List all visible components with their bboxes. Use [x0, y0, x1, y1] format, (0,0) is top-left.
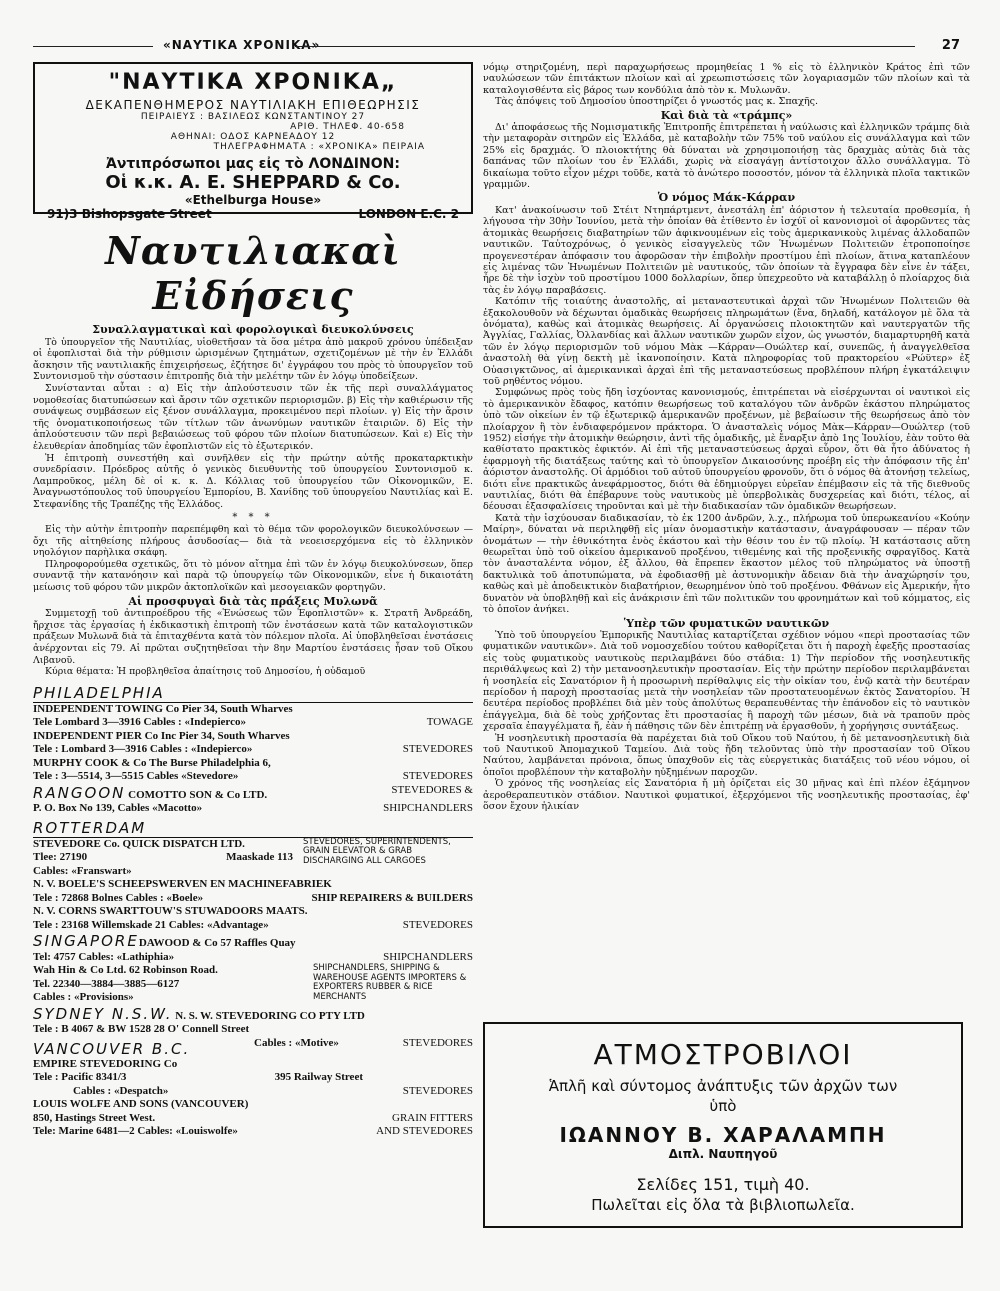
directory-entry-row — [33, 892, 473, 906]
directory-entry-name: MURPHY COOK & Co The Burse Philadelphia 6, — [33, 756, 271, 769]
directory-entry-cables: Cables : «Motive» — [254, 1036, 339, 1049]
article-heading-tramps: Καὶ διὰ τὰ «τράμπς» — [660, 108, 793, 122]
directory-entry-trade: STEVEDORES — [402, 743, 473, 756]
directory-entry-row — [33, 1125, 473, 1139]
masthead-box — [33, 62, 473, 221]
article-paragraph: Ἡ ἐπιτροπὴ συνεστήθη καὶ συνῆλθεν εἰς τὴν πρώτην αὐτῆς προκαταρκτικὴν συνεδρίασιν. Πρόεδρος αὐτῆς ὁ γενικὸς διευθυντὴς τοῦ ὑπουργείου Συντονισμοῦ κ. Λαμπροῦκος, μέλη δὲ οἱ κ. κ. Δ. Κόλλιας τοῦ ὑπουργείου τῶν Οἰκονομικῶν, Ε. Ἀναγνωστόπουλος τοῦ ὑπουργείου Ἐμπορίου, Β. Χανίδης τοῦ ὑπουργείου Ναυτιλίας καὶ Ε. Στεφανίδης τῆς Τραπέζης τῆς Ἑλλάδος. — [33, 452, 473, 510]
directory-entry-tele: Tele : Pacific 8341/3 — [33, 1071, 127, 1084]
directory-city-sydney: SYDNEY N.S.W. — [33, 1004, 173, 1023]
ad-pages-price: Σελίδες 151, τιμὴ 40. — [636, 1175, 810, 1194]
running-head — [33, 38, 968, 56]
directory-entry-trade: TOWAGE — [426, 716, 473, 729]
article-heading-tuberculous: Ὑπὲρ τῶν φυματικῶν ναυτικῶν — [623, 616, 830, 630]
directory-entry-trade: STEVEDORES — [402, 918, 473, 931]
article-paragraph: νόμῳ στηριζομένη, περὶ παραχωρήσεως προμηθείας 1 % εἰς τὸ ἑλληνικὸν Κράτος ἐπὶ τῶν ναυλώσεων τῶν ἐπιτάκτων πλοίων καὶ αἱ χρεωπιστώσεις τῶν λογαριασμῶν τῶν πλοίων καὶ τὰ καταλογισθέντα εἰς βάρος των κονδύλια ἀπὸ τὸν κ. Μυλωνᾶν. — [483, 62, 970, 96]
directory-city-vancouver: VANCOUVER B.C. — [33, 1039, 191, 1058]
directory-entry-address: 850, Hastings Street West. — [33, 1111, 156, 1124]
directory-entry-trade: STEVEDORES — [402, 1036, 473, 1049]
article-paragraph: Συμμετοχῇ τοῦ ἀντιπροέδρου τῆς «Ἑνώσεως τῶν Ἐφοπλιστῶν» κ. Στρατῆ Ἀνδρεάδη, ἤρχισε τὰς ἐργασίας ἡ ἐκδικαστικὴ ἐπιτροπὴ τῶν ἐνστάσεων κατὰ τῶν καταλογιστικῶν πράξεων Μυλωνᾶ διὰ τὰ ἐπιταχθέντα κατὰ τὸν πόλεμον πλοῖα. Αἱ ὑποβληθεῖσαι ἐνστάσεις ἀνέρχονται εἰς 79. Αἱ πρῶται συζητηθεῖσαι τὴν 8ην Μαρτίου ἐνστάσεις ἦσαν τοῦ Οἴκου Λιβανοῦ. — [33, 608, 473, 666]
ad-description: Ἁπλῆ καὶ σύντομος ἀνάπτυξις τῶν ἀρχῶν των — [548, 1077, 898, 1095]
directory-entry-name: INDEPENDENT PIER Co Inc Pier 34, South Wharves — [33, 729, 290, 742]
directory-entry-tele: Tele : 72868 Bolnes Cables : «Boele» — [33, 891, 204, 904]
masthead-street-line — [41, 207, 465, 221]
directory-entry-tele: Tele: Marine 6481—2 Cables: «Louiswolfe» — [33, 1125, 238, 1138]
directory-entry-name: EMPIRE STEVEDORING Co — [33, 1057, 178, 1070]
directory-entry-address: Maaskade 113 — [226, 851, 293, 864]
directory-entry-row — [33, 716, 473, 730]
directory-entry-row — [33, 1037, 473, 1058]
directory-entry-row — [33, 951, 473, 965]
article-paragraph: Δι' ἀποφάσεως τῆς Νομισματικῆς Ἐπιτροπῆς ἐπιτρέπεται ἡ ναύλωσις καὶ ἑλληνικῶν τράμπς διὰ τὴν μεταφορὰν σιτηρῶν εἰς Ἑλλάδα, μὲ καταβολὴν τῶν 75% τοῦ ναύλου εἰς συνάλλαγμα καὶ τῶν 25% εἰς δραχμάς. Ὁ πλοιοκτήτης θὰ δύναται νὰ χρησιμοποιήσῃ τὰς δραχμὰς αὐτὰς διὰ τὰς δαπάνας τῶν πλοίων του ἐν Ἑλλάδι, χωρὶς νὰ εἰσαγάγῃ ἀντίστοιχον ἄλλο συνάλλαγμα. Τὸ δικαίωμα τοῦτο εἶχον μέχρι τοῦδε, κατὰ τὸ ἀνώτερο ποσοστόν, μόνον τὰ ἑλληνικὰ πλοῖα τακτικῶν γραμμῶν. — [483, 122, 970, 191]
running-head-rule-right — [295, 46, 915, 47]
directory-entry-trade: STEVEDORES & — [391, 783, 473, 796]
right-column — [483, 62, 970, 812]
article-paragraph: Συνίστανται αὗται : α) Εἰς τὴν ἀπλούστευσιν τῶν ἐκ τῆς περὶ συναλλάγματος νομοθεσίας διατυπώσεων καὶ ἄρσιν τῶν σχετικῶν περιορισμῶν. β) Εἰς τὴν καθιέρωσιν τῆς συνάψεως συμβάσεων εἰς ξένον συνάλλαγμα, προκειμένου περὶ πλοίων. γ) Εἰς τὴν ἄρσιν τῆς ὀνοματικοποιήσεως τῶν τίτλων τῶν ἀνωνύμων ναυτικῶν ἑταιριῶν. δ) Εἰς τὴν ἁπλούστευσιν τῶν περὶ βεβαιώσεως τοῦ φόρου τῶν πλοίων διατυπώσεων. Καὶ ε) Εἰς τὴν ἐλευθερίαν ἀποδημίας τῶν ἐφοπλιστῶν εἰς τὸ ἐξωτερικόν. — [33, 382, 473, 452]
masthead-phone: ΑΡΙΘ. ΤΗΛΕΦ. 40-658 — [290, 122, 405, 132]
directory-entry-trade: SHIP REPAIRERS & BUILDERS — [311, 891, 473, 904]
directory-entry-tele: Tel: 4757 Cables: «Lathiphia» — [33, 950, 175, 963]
directory-entry-name: DAWOOD & Co 57 Raffles Quay — [138, 937, 296, 950]
left-column — [33, 62, 473, 1139]
directory-entry-name: INDEPENDENT TOWING Co Pier 34, South Wharves — [33, 702, 293, 715]
article-heading-mylonas: Αἱ προσφυγαὶ διὰ τὰς πράξεις Μυλωνᾶ — [128, 594, 378, 608]
directory-entry-tele: Tel. 22340—3884—3885—6127 — [33, 977, 180, 990]
directory-entry-tele: Tele : 23168 Willemskade 21 Cables: «Advantage» — [33, 918, 269, 931]
directory-entry-row — [33, 802, 473, 816]
article-paragraph: Εἰς τὴν αὐτὴν ἐπιτροπὴν παρεπέμφθη καὶ τὸ θέμα τῶν φορολογικῶν διευκολύνσεων — ὄχι τῆς αἰτηθείσης πλήρους ἀσυδοσίας— διὰ τὰ νεοεισερχόμενα εἰς τὸ ἑλληνικὸν νηολόγιον παρὴλικα σκάφη. — [33, 524, 473, 559]
masthead-firm: Οἱ κ.κ. A. E. SHEPPARD & Co. — [105, 172, 401, 193]
masthead-city: LONDON E.C. 2 — [358, 207, 459, 221]
article-paragraph: Ὑπὸ τοῦ ὑπουργείου Ἐμπορικῆς Ναυτιλίας καταρτίζεται σχέδιον νόμου «περὶ προστασίας τῶν φυματικῶν ναυτικῶν». Διὰ τοῦ νομοσχεδίου τούτου καθορίζεται ὅτι ἡ παροχὴ ἐφεξῆς προστασίας εἰς τοὺς φυματικοὺς ναυτικοὺς περιλαμβάνει δύο στάδια: 1) Τὴν περίοδον τῆς νοσηλευτικῆς περιθάλψεως καὶ 2) τὴν μετανοσηλευτικὴν προστασίαν. Εἰς τὴν πρώτην περίοδον περιλαμβάνεται ἡ νοσηλεία εἰς Σανατόριον ἢ ἡ προσωρινὴ περίθαλψις εἰς τὴν οἰκίαν του, ἐνῷ κατὰ τὴν δευτέραν περίοδον ἡ παροχὴ προστασίας μετὰ τὴν νοσηλείαν τῶν προστατευομένων ἐκτὸς Σανατορίου. Ἡ δευτέρα περίοδος προβλέπει διὰ μὲν τοὺς ἀπολύτως θεραπευθέντας τὴν ἐπάνοδον εἰς τὸ ναυτικὸν ἐπάγγελμα, διὰ δὲ τοὺς χρήζοντας ἔτι προστασίας ἢ παροχὴ τῶν μέσων, διὰ νὰ τραποῦν πρὸς χερσαῖα ἐπαγγέλματα ἤ, ἐὰν ἡ πάθησις τῶν δὲν ἐπιτρέπῃ νὰ ἐργασθοῦν, ἡ χορήγησις συντάξεως. — [483, 629, 970, 733]
ad-sold: Πωλεῖται εἰς ὅλα τὰ βιβλιοπωλεῖα. — [591, 1196, 855, 1214]
directory-entry-row — [33, 784, 473, 803]
directory-entry-tele: Tlee: 27190 — [33, 851, 88, 864]
ad-by: ὑπὸ — [709, 1097, 737, 1115]
directory-entry-tele: Tele : B 4067 & BW 1528 28 O' Connell Street — [33, 1023, 250, 1036]
masthead-representatives: Ἀντιπρόσωποι μας εἰς τὸ ΛΟΝΔΙΝΟΝ: — [106, 156, 400, 172]
ad-title: ΑΤΜΟΣΤΡΟΒΙΛΟΙ — [593, 1038, 853, 1071]
article-paragraph: Κατόπιν τῆς τοιαύτης ἀναστολῆς, αἱ μεταναστευτικαὶ ἀρχαὶ τῶν Ἡνωμένων Πολιτειῶν θὰ ἐξακολουθοῦν νὰ δέχωνται ὁμαδικὰς θεωρήσεις πληρωμάτων (ἕνα, δηλαδή, κατάλογον μὲ ὅλα τὰ ὀνόματα), καθὼς καὶ ἀτομικὰς θεωρήσεις. Αἱ ὀργανώσεις πλοιοκτητῶν καὶ ναυτεργατῶν τῆς Ἀγγλίας, Γαλλίας, Ὀλλανδίας καὶ ἄλλων ναυτικῶν χωρῶν εἶχον, ὡς γνωστόν, διαμαρτυρηθῆ κατὰ τῶν ἐν λόγῳ περιορισμῶν τοῦ νόμου Μὰκ —Κάρραν—Ουώλτερ καί, συνεπῶς, ἡ ἀναγγελθεῖσα ἀναστολὴ θὰ γίνῃ δεκτὴ μὲ ἱκανοποίησιν. Κατὰ πληροφορίας τοῦ πρακτορείου «Ρώϋτερ» ἐξ Οὐασιγκτῶνος, αἱ ἀμερικανικαὶ ἀρχαὶ ἐπὶ τῆς μεταναστεύσεως προβλέπουν πλήρη ἐγκατάλειψιν τοῦ ρηθέντος νόμου. — [483, 296, 970, 387]
directory-entry-cables: Cables: «Franswart» — [33, 864, 132, 877]
directory-entry-name: N. S. W. STEVEDORING CO PTY LTD — [175, 1009, 365, 1022]
directory-entry-row — [33, 1071, 473, 1085]
masthead-name: "ΝΑΥΤΙΚΑ ΧΡΟΝΙΚΑ„ — [108, 70, 398, 95]
masthead-telegraph: ΤΗΛΕΓΡΑΦΗΜΑΤΑ : «ΧΡΟΝΙΚΑ» ΠΕΙΡΑΙΑ — [213, 142, 425, 152]
article-heading-mccarran: Ὁ νόμος Μάκ-Κάρραν — [657, 191, 796, 205]
running-head-title: «ΝΑΥΤΙΚΑ ΧΡΟΝΙΚΑ» — [163, 38, 321, 52]
article-paragraph: Ὁ χρόνος τῆς νοσηλείας εἰς Σανατόρια ἤ μὴ ὁρίζεται εἰς 30 μῆνας καὶ ἐπὶ πλέον ἑξάμηνον ἀεροθεραπευτικὸν στάδιον. Ναυτικοὶ φυματικοί, ἐξερχόμενοι τῆς νοσηλευτικῆς προστασίας, ἐφ' ὅσον ἔχουν ἡλικίαν — [483, 778, 970, 812]
left-article — [33, 324, 473, 678]
directory-entry-trade: AND STEVEDORES — [376, 1125, 473, 1138]
directory-entry-address: 395 Railway Street — [274, 1071, 363, 1084]
directory-entry-trade: SHIPCHANDLERS — [383, 950, 473, 963]
article-paragraph: Κύρια θέματα: Ἡ προβληθεῖσα ἀπαίτησις τοῦ Δημοσίου, ἡ οὐδαμοῦ — [45, 666, 366, 678]
directory-entry-trade: STEVEDORES — [402, 770, 473, 783]
directory-entry-row — [33, 838, 473, 879]
directory-entry-trade: STEVEDORES, SUPERINTENDENTS, GRAIN ELEVATOR & GRAB DISCHARGING ALL CARGOES — [303, 836, 451, 866]
article-paragraph: Συμφώνως πρὸς τοὺς ἤδη ἰσχύοντας κανονισμούς, ἐπιτρέπεται νὰ εἰσέρχωνται οἱ ναυτικοὶ εἰς τὸ ἀμερικανικὸν ἔδαφος, κατόπιν θεωρήσεως τοῦ καταλόγου τῶν ἀνδρῶν ἑκάστου πληρώματος ὑπὸ τῶν οἰκείων ἐν τῷ ἐξωτερικῷ ἀμερικανῶν προξένων, μὲ βεβαίωσιν τῆς θεωρήσεως ἀπὸ τὸν πλοίαρχον ἢ τὸν ἐνδιαφερόμενον πράκτορα. Ὁ ἀνασταλεὶς νόμος Μὰκ—Κάρραν—Ουώλτερ (τοῦ 1952) εἰσήγε τὴν ἀτομικὴν θεώρησιν, ἀντὶ τῆς ὁμαδικῆς, μὲ ἔναρξιν ἀπὸ 1ης Ἰουλίου, ἐὰν τοῦτο θὰ καθίστατο πρακτικὸς ἐφικτόν. Αἱ ἐπὶ τῆς μεταναστεύσεως ἀρχαὶ εὗρον, ὅτι θὰ ἦτο ἀδύνατος ἡ ἐφαρμογὴ τῆς διατάξεως ταύτης καὶ τὸ ὑπουργεῖον Δικαιοσύνης προέβη εἰς τὴν ἀπόφασιν τῆς ἐπ' ἀόριστον ἀναστολῆς. Οἱ ἁρμόδιοι τοῦ αὐτοῦ ὑπουργείου φρονοῦν, ὅτι ὁ νόμος θὰ ἀτονήσῃ τελείως, διότι εἶνε πρακτικῶς ἀνεφάρμοστος, διότι θὰ ἐδημιούργει εὐρεῖαν ἐπέμβασιν εἰς τὰ τῆς διεθνοῦς ναυτιλίας, διότι θὰ ἐπέβαρυνε τοὺς ναυτικοὺς μὲ ὑπερβολικὰς δυσχερείας καὶ διότι, τέλος, αἱ δέουσαι ἐξασφαλίσεις τηροῦνται καὶ μὲ τὴν διαδικασίαν τῶν ὁμαδικῶν θεωρήσεων. — [483, 387, 970, 513]
ad-author: ΙΩΑΝΝΟΥ Β. ΧΑΡΑΛΑΜΠΗ — [559, 1123, 887, 1147]
masthead-subtitle: ΔΕΚΑΠΕΝΘΗΜΕΡΟΣ ΝΑΥΤΙΛΙΑΚΗ ΕΠΙΘΕΩΡΗΣΙΣ — [85, 98, 421, 112]
article-paragraph: Τὸ ὑπουργεῖον τῆς Ναυτιλίας, υἱοθετῆσαν τὰ ὅσα μέτρα ἀπὸ μακροῦ χρόνου ὑπέδειξαν οἱ ἐφοπλισταὶ διὰ τὴν ρύθμισιν ὡρισμένων ζητημάτων, σχετιζομένων μὲ τὴν ἐν Ἑλλάδι ἄσκησιν τῆς ναυτιλιακῆς ἐπιχειρήσεως, ἐζήτησε δι' ἐγγράφου του πρὸς τὸ ὑπουργεῖον τοῦ Συντονισμοῦ τὴν σύστασιν ἐπιτροπῆς διὰ τὴν μελέτην τῶν ἐν λόγῳ ὑποδείξεων. — [33, 336, 473, 383]
directory-entry-name: N. V. BOELE'S SCHEEPSWERVEN EN MACHINEFABRIEK — [33, 878, 332, 891]
directory-entry-trade: GRAIN FITTERS — [392, 1111, 473, 1124]
directory-entry-row — [33, 770, 473, 784]
directory-entry-tele: Tele : 3—5514, 3—5515 Cables «Stevedore» — [33, 770, 239, 783]
directory-entry-tele: Tele Lombard 3—3916 Cables : «Indepierco» — [33, 716, 246, 729]
directory-entry-row — [33, 964, 473, 1005]
directory-entry-name: COMOTTO SON & Co LTD. — [128, 788, 268, 801]
article-paragraph: Πληροφορούμεθα σχετικῶς, ὅτι τὸ μόνον αἴτημα ἐπὶ τῶν ἐν λόγῳ διευκολύνσεων, ὅπερ συναντᾷ τὴν κατανόησιν καὶ παρὰ τῷ ὑπουργείῳ τῶν Οἰκονομικῶν, εἶνε ἡ δικαιοτάτη μείωσις τοῦ φόρου τῶν μικρῶν ἀκτοπλοϊκῶν καὶ μεσογειακῶν φορτηγῶν. — [33, 558, 473, 594]
directory-city-rotterdam: ROTTERDAM — [33, 819, 473, 838]
book-advertisement — [483, 1022, 963, 1228]
masthead-street: 91)3 Bishopsgate Street — [47, 207, 212, 221]
directory-entry-trade: STEVEDORES — [402, 1084, 473, 1097]
page-number: 27 — [941, 38, 960, 53]
directory-entry-trade: SHIPCHANDLERS, SHIPPING & WAREHOUSE AGENTS IMPORTERS & EXPORTERS RUBBER & RICE MERCHANTS — [313, 963, 467, 1002]
directory-entry-name: Wah Hin & Co Ltd. 62 Robinson Road. — [33, 964, 218, 977]
directory-entry-row — [33, 743, 473, 757]
section-title: Ναυτιλιακαὶ Εἰδήσεις — [105, 228, 401, 318]
shipping-directory — [33, 684, 473, 1139]
directory-entry-name: STEVEDORE Co. QUICK DISPATCH LTD. — [33, 837, 245, 850]
directory-entry-cables: Cables : «Provisions» — [33, 991, 134, 1004]
directory-entry-row — [33, 932, 473, 951]
article-paragraph: Κατὰ τὴν ἰσχύουσαν διαδικασίαν, τὸ ἐκ 1200 ἀνδρῶν, λ.χ., πλήρωμα τοῦ ὑπερωκεανίου «Κούην Μαίρη», δύναται νὰ περιληφθῇ εἰς μίαν ὀνομαστικὴν κατάστασιν, ἀναγράφουσαν — πέραν τῶν ὀνομάτων — τὴν ἐθνικότητα ἑνὸς ἑκάστου καὶ τὴν θέσιν του ἐν τῷ πλοίῳ. Ἡ κατάστασις αὕτη θεωρεῖται ὑπὸ τοῦ οἰκείου ἀμερικανοῦ προξένου, τιθεμένης καὶ τῆς προξενικῆς σφραγῖδος. Κατὰ τὸν ἀνασταλέντα νόμον, ἐξ ἄλλου, θὰ ἔπρεπεν ἕκαστον μέλος τοῦ πληρώματος νὰ ὑποστῇ δακτυλικὰ τοῦ ἀποτυπώματα, νὰ ἐφοδιασθῇ μὲ ἀστυνομικὴν ἄδειαν διὰ τὴν ἀναχώρησίν του, καθὼς καὶ μὲ ἀποδεικτικὸν διαβατήριον, θεωρημένον ὑπὸ τοῦ προξένου. Φθάνων εἰς Ἀμερικήν, ἦτο δυνατὸν νὰ ὑποβληθῇ καὶ εἰς ἀνάκρισιν ἐπὶ τῶν πολιτικῶν του φρονημάτων καὶ τοῦ κόμματος, εἰς τὸ ὁποῖον ἀνήκει. — [483, 512, 970, 616]
directory-entry-row — [33, 1112, 473, 1126]
directory-entry-cables: Cables : «Despatch» — [73, 1084, 169, 1097]
masthead-address-piraeus: ΠΕΙΡΑΙΕΥΣ : ΒΑΣΙΛΕΩΣ ΚΩΝΣΤΑΝΤΙΝΟΥ 27 — [140, 112, 366, 122]
directory-entry-tele: Tele : Lombard 3—3916 Cables : «Indepierco» — [33, 743, 253, 756]
article-heading-currency: Συναλλαγματικαὶ καὶ φορολογικαὶ διευκολύνσεις — [92, 323, 414, 336]
directory-entry-name: LOUIS WOLFE AND SONS (VANCOUVER) — [33, 1098, 249, 1111]
directory-city-philadelphia: PHILADELPHIA — [33, 684, 473, 703]
directory-city-rangoon: RANGOON — [33, 783, 126, 802]
directory-city-singapore: SINGAPORE — [33, 932, 139, 951]
directory-entry-box: P. O. Box No 139, Cables «Macotto» — [33, 802, 203, 815]
section-separator: * * * — [232, 511, 274, 523]
directory-entry-row — [33, 1005, 473, 1024]
directory-entry-trade: SHIPCHANDLERS — [383, 802, 473, 815]
article-paragraph: Τὰς ἀπόψεις τοῦ Δημοσίου ὑποστηρίζει ὁ γνωστός μας κ. Σπαχῆς. — [495, 96, 819, 108]
masthead-address-athens: ΑΘΗΝΑΙ: ΟΔΟΣ ΚΑΡΝΕΑΔΟΥ 12 — [170, 132, 336, 142]
running-head-rule-left — [33, 46, 153, 47]
masthead-house: «Ethelburga House» — [184, 193, 322, 207]
article-paragraph: Ἡ νοσηλευτικὴ προστασία θὰ παρέχεται διὰ τοῦ Οἴκου τοῦ Ναύτου, ἡ δὲ μετανοσηλευτικὴ διὰ τοῦ Ναυτικοῦ Ἀπομαχικοῦ Ταμείου. Διὰ τοὺς ἤδη τελοῦντας ὑπὸ τὴν προστασίαν τοῦ Οἴκου Ναύτου, λαμβάνεται πρόνοια, ὅπως ὑπαχθοῦν εἰς τὰς εὐεργετικὰς διατάξεις τοῦ νέου νόμου, οἱ ὁποῖοι προβλέπουν τὴν καταβολὴν ηὐξημένων παροχῶν. — [483, 732, 970, 778]
directory-entry-name: N. V. CORNS SWARTTOUW'S STUWADOORS MAATS. — [33, 905, 308, 918]
ad-degree: Διπλ. Ναυπηγοῦ — [668, 1147, 778, 1161]
directory-entry-row — [33, 919, 473, 933]
article-paragraph: Κατ' ἀνακοίνωσιν τοῦ Στέιτ Ντηπάρτμεντ, ἀνεστάλη ἐπ' ἀόριστον ἡ τελευταία προθεσμία, ἡ λήγουσα τὴν 30ὴν Ἰουνίου, μετὰ τὴν ὁποίαν θὰ ἐτίθεντο ἐν ἰσχύϊ οἱ κανονισμοὶ οἱ ἀφορῶντες τὰς ἀτομικὰς θεωρήσεις διαβατηρίων τῶν ἀφικνουμένων εἰς τοὺς ἀμερικανικοὺς λιμένας ἀλλοδαπῶν ναυτικῶν. Ταὐτοχρόνως, ὁ γενικὸς εἰσαγγελεὺς τῶν Ἡνωμένων Πολιτειῶν ἐτροποποίησε προγενεστέραν ἀπόφασιν του ἀφορῶσαν τὴν ἐπιβολὴν προστίμου ἐπὶ πλοίων, ἅτινα καταπλέουν εἰς λιμένας τῶν Ἡνωμένων Πολιτειῶν μὲ ναυτικούς, τῶν ὁποίων τὰ ἔγγραφα δὲν εἶνε ἐν τάξει, ἦρε δὲ τὴν ἰσχὺν τοῦ προστίμου 1000 δολλαρίων, ὅπερ ὑπεχρεοῦτο νὰ καταβάλλῃ ὁ πλοίαρχος διὰ τὰς ἐν λόγῳ παραβάσεις. — [483, 204, 970, 296]
directory-entry-row — [33, 1085, 473, 1099]
